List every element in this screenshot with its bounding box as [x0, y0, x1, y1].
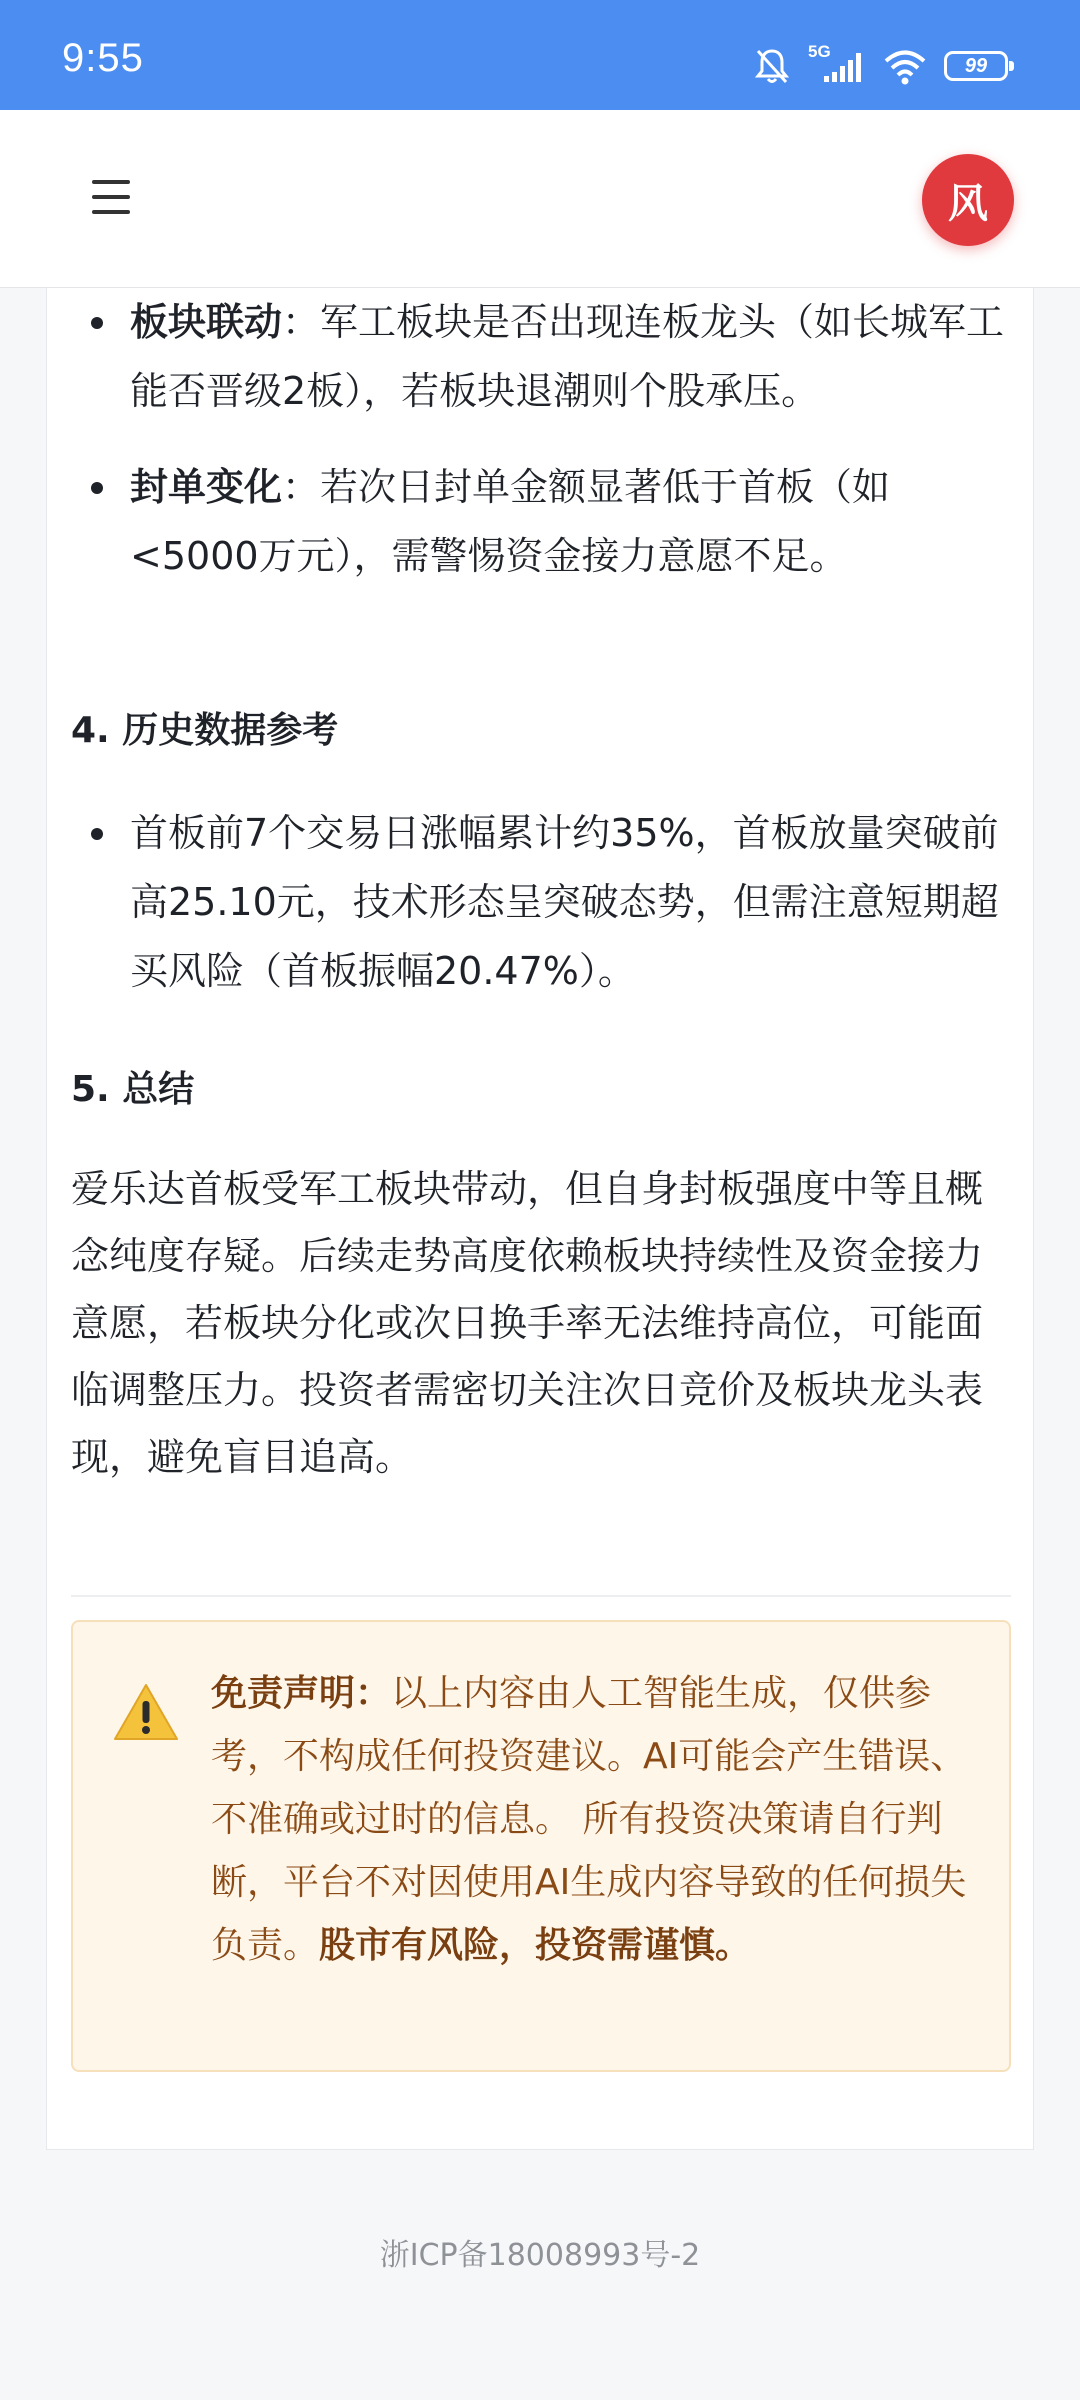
- disclaimer-body: 以上内容由人工智能生成，仅供参考，不构成任何投资建议。AI可能会产生错误、不准确或过时的信息。 所有投资决策请自行判断，平台不对因使用AI生成内容导致的任何损失负责。: [211, 1673, 967, 1966]
- wifi-icon: [882, 46, 928, 86]
- battery-icon: [944, 51, 1008, 81]
- disclaimer-emphasis: 股市有风险，投资需谨慎。: [319, 1925, 752, 1966]
- signal-icon: [808, 42, 866, 86]
- disclaimer-label: 免责声明：: [211, 1673, 392, 1714]
- status-icons: [752, 44, 1008, 88]
- status-bar: [0, 0, 1080, 110]
- section-title: 历史数据参考: [122, 710, 339, 751]
- bullet-text: ：军工板块是否出现连板龙头（如长城军工能否晋级2板），若板块退潮则个股承压。: [130, 300, 1005, 413]
- section-heading-5: [71, 1065, 194, 1115]
- battery-level: 99: [964, 54, 988, 77]
- bullet-label: 封单变化: [130, 465, 283, 509]
- bell-off-icon: [752, 46, 792, 86]
- disclaimer-text: [211, 1662, 981, 1977]
- disclaimer-box: [71, 1620, 1011, 2072]
- section-number: 5.: [71, 1069, 123, 1110]
- list-item: [71, 799, 1011, 1006]
- status-time: 9:55: [62, 36, 144, 80]
- list-item: [71, 453, 1011, 591]
- app-header: [0, 110, 1080, 288]
- divider: [71, 1595, 1011, 1597]
- bullet-list-history: [71, 799, 1011, 1006]
- bullet-text: ：若次日封单金额显著低于首板（如<5000万元），需警惕资金接力意愿不足。: [130, 465, 891, 578]
- list-item: [71, 288, 1011, 426]
- bullet-list-top: [71, 288, 1011, 591]
- bullet-text: 首板前7个交易日涨幅累计约35%，首板放量突破前高25.10元，技术形态呈突破态势，但需注意短期超买风险（首板振幅20.47%）。: [130, 811, 999, 993]
- article-card: [46, 288, 1034, 2150]
- icp-footer-link[interactable]: 浙ICP备18008993号-2: [379, 2238, 701, 2273]
- warning-icon: [113, 1682, 179, 1742]
- section-heading-4: [71, 706, 338, 756]
- summary-paragraph: 爱乐达首板受军工板块带动，但自身封板强度中等且概念纯度存疑。后续走势高度依赖板块持续性及资金接力意愿，若板块分化或次日换手率无法维持高位，可能面临调整压力。投资者需密切关注次日竞价及板块龙头表现，避免盲目追高。: [71, 1167, 984, 1479]
- section-title: 总结: [122, 1069, 195, 1110]
- hamburger-menu-icon[interactable]: [92, 180, 130, 214]
- section-number: 4.: [71, 710, 123, 751]
- bullet-label: 板块联动: [130, 300, 283, 344]
- brand-avatar[interactable]: 风: [922, 154, 1014, 246]
- network-type: 5G: [808, 42, 831, 61]
